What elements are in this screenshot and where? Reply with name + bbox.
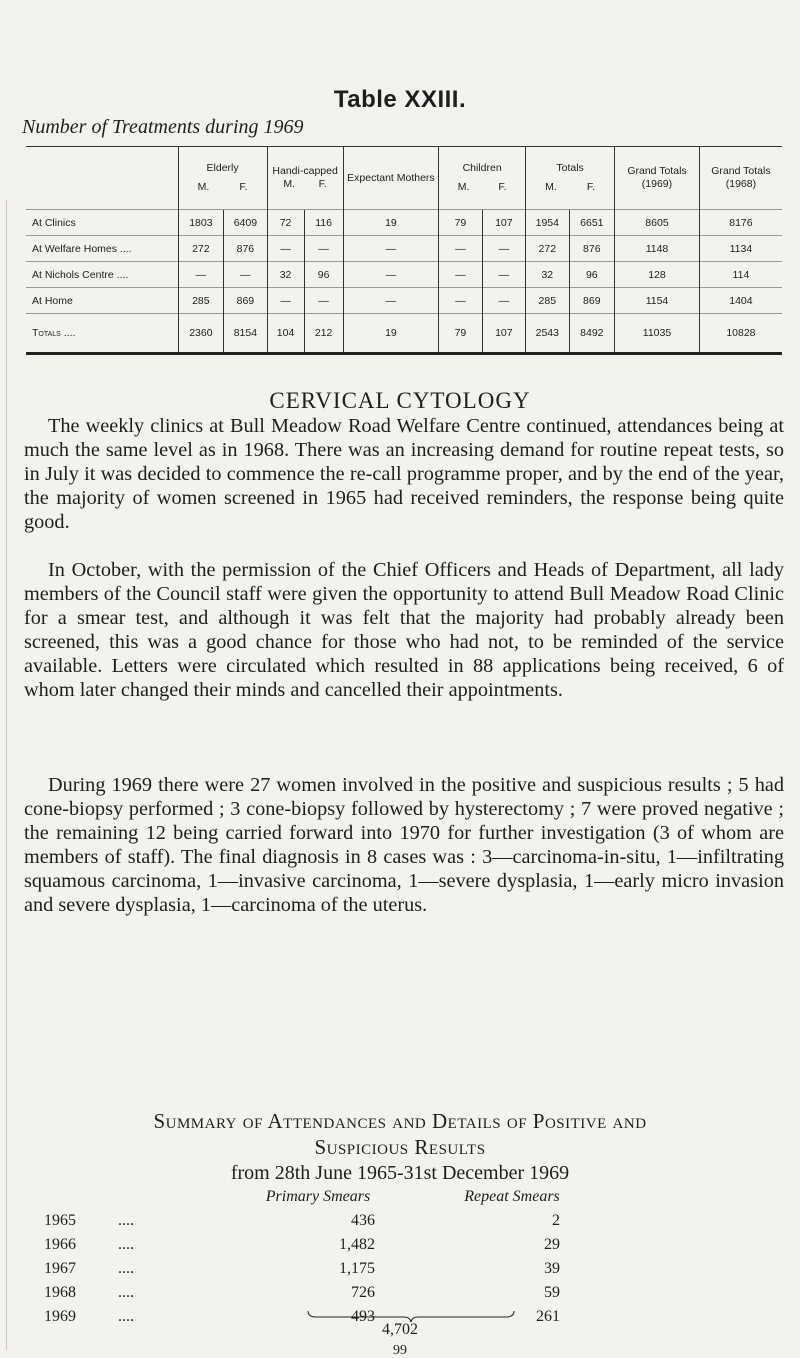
table-cell: 285 — [178, 288, 224, 314]
children-header: Children M. F. — [439, 147, 526, 210]
paragraph-2: In October, with the permission of the Chief Officers and Heads of Department, all lady members of the Council staff were given the opportunity to attend Bull Meadow Road Clinic for a smear test, and although it was felt that the majority had probably already been screened, this was a good chance for those who had not, to be reminded of the service available. Letters were circulated which resulted in 88 applications being received, 6 of whom later changed their minds and cancelled their appointments. — [24, 559, 784, 702]
table-cell: — — [439, 288, 482, 314]
table-cell: — — [224, 262, 267, 288]
summary-leader-dots: .... — [118, 1236, 134, 1253]
table-cell: 876 — [569, 236, 615, 262]
table-cell: 2360 — [178, 314, 224, 354]
summary-year: 1968 — [44, 1284, 76, 1301]
corner-cell — [26, 147, 178, 210]
table-cell: 116 — [304, 210, 343, 236]
table-subtitle: Number of Treatments during 1969 — [22, 116, 304, 138]
summary-year: 1965 — [44, 1212, 76, 1229]
table-cell: 11035 — [615, 314, 700, 354]
grand-totals-1969-header: Grand Totals (1969) — [615, 147, 700, 210]
table-row — [26, 288, 782, 314]
table-title: Table XXIII. — [333, 86, 467, 113]
table-cell: 104 — [267, 314, 304, 354]
table-cell: 96 — [569, 262, 615, 288]
repeat-smears-header: Repeat Smears — [464, 1188, 560, 1205]
summary-repeat-value: 2 — [552, 1212, 560, 1229]
row-label: At Nichols Centre .... — [26, 262, 178, 288]
table-cell: — — [482, 262, 525, 288]
summary-row — [0, 1236, 800, 1260]
primary-smears-header: Primary Smears — [265, 1188, 371, 1205]
summary-repeat-value: 39 — [544, 1260, 560, 1277]
summary-repeat-value: 59 — [544, 1284, 560, 1301]
summary-row — [0, 1284, 800, 1308]
summary-primary-value: 493 — [351, 1308, 375, 1325]
table-cell: — — [178, 262, 224, 288]
table-cell: 8154 — [224, 314, 267, 354]
treatments-table — [26, 146, 782, 355]
table-row — [26, 262, 782, 288]
totals-header: Totals M. F. — [526, 147, 615, 210]
table-cell: 1154 — [615, 288, 700, 314]
table-cell: — — [343, 262, 439, 288]
summary-year: 1966 — [44, 1236, 76, 1253]
table-cell: 1404 — [699, 288, 782, 314]
treatments-table-body — [26, 210, 782, 354]
summary-repeat-value: 29 — [544, 1236, 560, 1253]
table-cell: — — [304, 288, 343, 314]
table-cell: 869 — [224, 288, 267, 314]
table-row — [26, 314, 782, 354]
smears-grand-total: 4,702 — [382, 1321, 418, 1338]
paragraph-1: The weekly clinics at Bull Meadow Road Welfare Centre continued, attendances being at much the same level as in 1968. There was an increasing demand for routine repeat tests, so in July it was decided to commence the re-call programme proper, and by the end of the year, the majority of women screened in 1965 had received reminders, the response being quite good. — [24, 415, 784, 534]
table-cell: 32 — [267, 262, 304, 288]
table-cell: 107 — [482, 210, 525, 236]
table-cell: 869 — [569, 288, 615, 314]
summary-primary-value: 1,175 — [339, 1260, 375, 1277]
summary-year: 1969 — [44, 1308, 76, 1325]
table-cell: 10828 — [699, 314, 782, 354]
paragraph-3: During 1969 there were 27 women involved in the positive and suspicious results ; 5 had cone-biopsy performed ; 3 cone-biopsy followed by hysterectomy ; 7 were proved negative ; the remaining 12 being carried forward into 1970 for further investigation (3 of whom are members of staff). The final diagnosis in 8 cases was : 3—carcinoma-in-situ, 1—infiltrating squamous carcinoma, 1—invasive carcinoma, 1—severe dysplasia, 1—early micro invasion and severe dysplasia, 1—carcinoma of the uterus. — [24, 774, 784, 917]
summary-leader-dots: .... — [118, 1260, 134, 1277]
table-header-row — [26, 147, 782, 210]
summary-primary-value: 1,482 — [339, 1236, 375, 1253]
row-label: At Clinics — [26, 210, 178, 236]
summary-date-range: from 28th June 1965-31st December 1969 — [230, 1162, 570, 1184]
table-cell: 114 — [699, 262, 782, 288]
table-cell: — — [343, 288, 439, 314]
table-cell: 1803 — [178, 210, 224, 236]
summary-header-row — [0, 1188, 800, 1212]
table-row — [26, 210, 782, 236]
table-cell: 272 — [178, 236, 224, 262]
elderly-header: Elderly M. F. — [178, 147, 267, 210]
table-cell: 19 — [343, 210, 439, 236]
table-cell: — — [267, 236, 304, 262]
table-cell: — — [482, 288, 525, 314]
table-cell: 1954 — [526, 210, 569, 236]
table-cell: — — [439, 262, 482, 288]
summary-primary-value: 726 — [351, 1284, 375, 1301]
summary-year: 1967 — [44, 1260, 76, 1277]
grand-totals-1968-header: Grand Totals (1968) — [699, 147, 782, 210]
table-cell: 79 — [439, 314, 482, 354]
table-cell: 2543 — [526, 314, 569, 354]
row-label: Totals .... — [26, 314, 178, 354]
table-cell: 6651 — [569, 210, 615, 236]
table-cell: 32 — [526, 262, 569, 288]
table-cell: 8605 — [615, 210, 700, 236]
row-label: At Home — [26, 288, 178, 314]
summary-leader-dots: .... — [118, 1308, 134, 1325]
table-cell: — — [304, 236, 343, 262]
table-cell: 19 — [343, 314, 439, 354]
handicapped-header: Handi-capped M. F. — [267, 147, 343, 210]
table-cell: 107 — [482, 314, 525, 354]
table-cell: 1134 — [699, 236, 782, 262]
section-heading: CERVICAL CYTOLOGY — [269, 388, 531, 413]
table-cell: 212 — [304, 314, 343, 354]
table-row — [26, 236, 782, 262]
summary-leader-dots: .... — [118, 1284, 134, 1301]
table-cell: 272 — [526, 236, 569, 262]
summary-row — [0, 1212, 800, 1236]
table-cell: 79 — [439, 210, 482, 236]
table-cell: — — [267, 288, 304, 314]
summary-repeat-value: 261 — [536, 1308, 560, 1325]
expectant-mothers-header: Expectant Mothers — [343, 147, 439, 210]
table-cell: — — [482, 236, 525, 262]
table-cell: 6409 — [224, 210, 267, 236]
row-label: At Welfare Homes .... — [26, 236, 178, 262]
table-cell: — — [439, 236, 482, 262]
table-cell: 1148 — [615, 236, 700, 262]
table-cell: 876 — [224, 236, 267, 262]
table-cell: 285 — [526, 288, 569, 314]
summary-leader-dots: .... — [118, 1212, 134, 1229]
summary-heading: Summary of Attendances and Details of Positive and Suspicious Results — [153, 1109, 647, 1159]
table-cell: — — [343, 236, 439, 262]
table-cell: 8176 — [699, 210, 782, 236]
page-number: 99 — [393, 1343, 407, 1358]
table-cell: 8492 — [569, 314, 615, 354]
table-cell: 96 — [304, 262, 343, 288]
table-cell: 128 — [615, 262, 700, 288]
table-cell: 72 — [267, 210, 304, 236]
summary-row — [0, 1260, 800, 1284]
summary-primary-value: 436 — [351, 1212, 375, 1229]
